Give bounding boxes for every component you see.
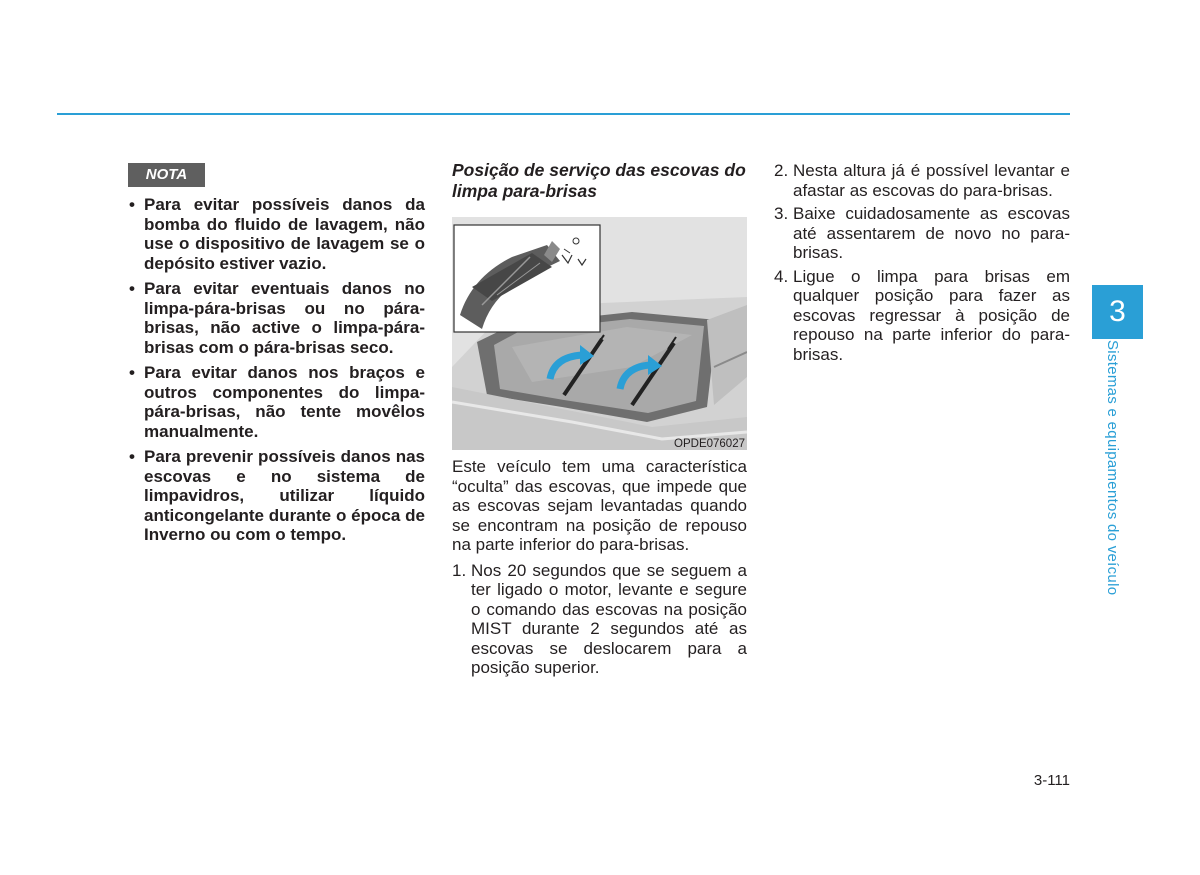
chapter-title: Sistemas e equipamentos do veículo [1104,340,1121,596]
step-number: 3. [774,204,789,223]
note-item: • Para evitar eventuais danos no limpa-pára-brisas ou no pára-brisas, não active o limpa-pára-brisas com o pára-brisas seco. [128,279,425,357]
note-badge: NOTA [128,163,205,187]
wiper-illustration [452,217,747,450]
windshield-wiper-drawing [452,217,747,450]
page-number: 3-111 [1033,772,1070,789]
note-item: • Para prevenir possíveis danos nas escovas e no sistema de limpavidros, utilizar líquido anticongelante durante o época de Inverno ou com o tempo. [128,447,425,545]
intro-paragraph: Este veículo tem uma característica “oculta” das escovas, que impede que as escovas sejam levantadas quando se encontram na posição de repouso na parte inferior do para-brisas. [452,457,747,554]
service-position-column [452,160,747,682]
note-item: • Para evitar possíveis danos da bomba do fluido de lavagem, não use o dispositivo de lavagem se o depósito estiver vazio. [128,195,425,273]
chapter-tab: 3 [1092,285,1143,339]
figure-code: OPDE076027 [674,438,745,450]
step-item [774,161,1070,200]
step-text: Baixe cuidadosamente as escovas até assentarem de novo no para-brisas. [793,204,1070,262]
step-text: Nesta altura já é possível levantar e afastar as escovas do para-brisas. [793,161,1070,200]
step-item [452,561,747,678]
steps-list-part1 [452,561,747,678]
steps-column [774,161,1070,368]
step-number: 1. [452,560,467,580]
section-heading: Posição de serviço das escovas do limpa para-brisas [452,160,746,201]
header-rule [57,113,1070,115]
step-text: Ligue o limpa para brisas em qualquer posição para fazer as escovas regressar à posição de repouso na parte inferior do para-brisas. [793,266,1070,364]
note-item: • Para evitar danos nos braços e outros componentes do limpa-pára-brisas, não tente movêlos manualmente. [128,363,425,441]
note-column [128,163,425,551]
note-list [128,195,425,545]
steps-list-part2 [774,161,1070,364]
step-number: 4. [774,266,789,286]
step-number: 2. [774,161,789,180]
step-item [774,267,1070,365]
step-item [774,204,1070,263]
step-text: Nos 20 segundos que se seguem a ter ligado o motor, levante e segure o comando das escovas na posição MIST durante 2 segundos até as escovas se deslocarem para a posição superior. [471,560,747,677]
